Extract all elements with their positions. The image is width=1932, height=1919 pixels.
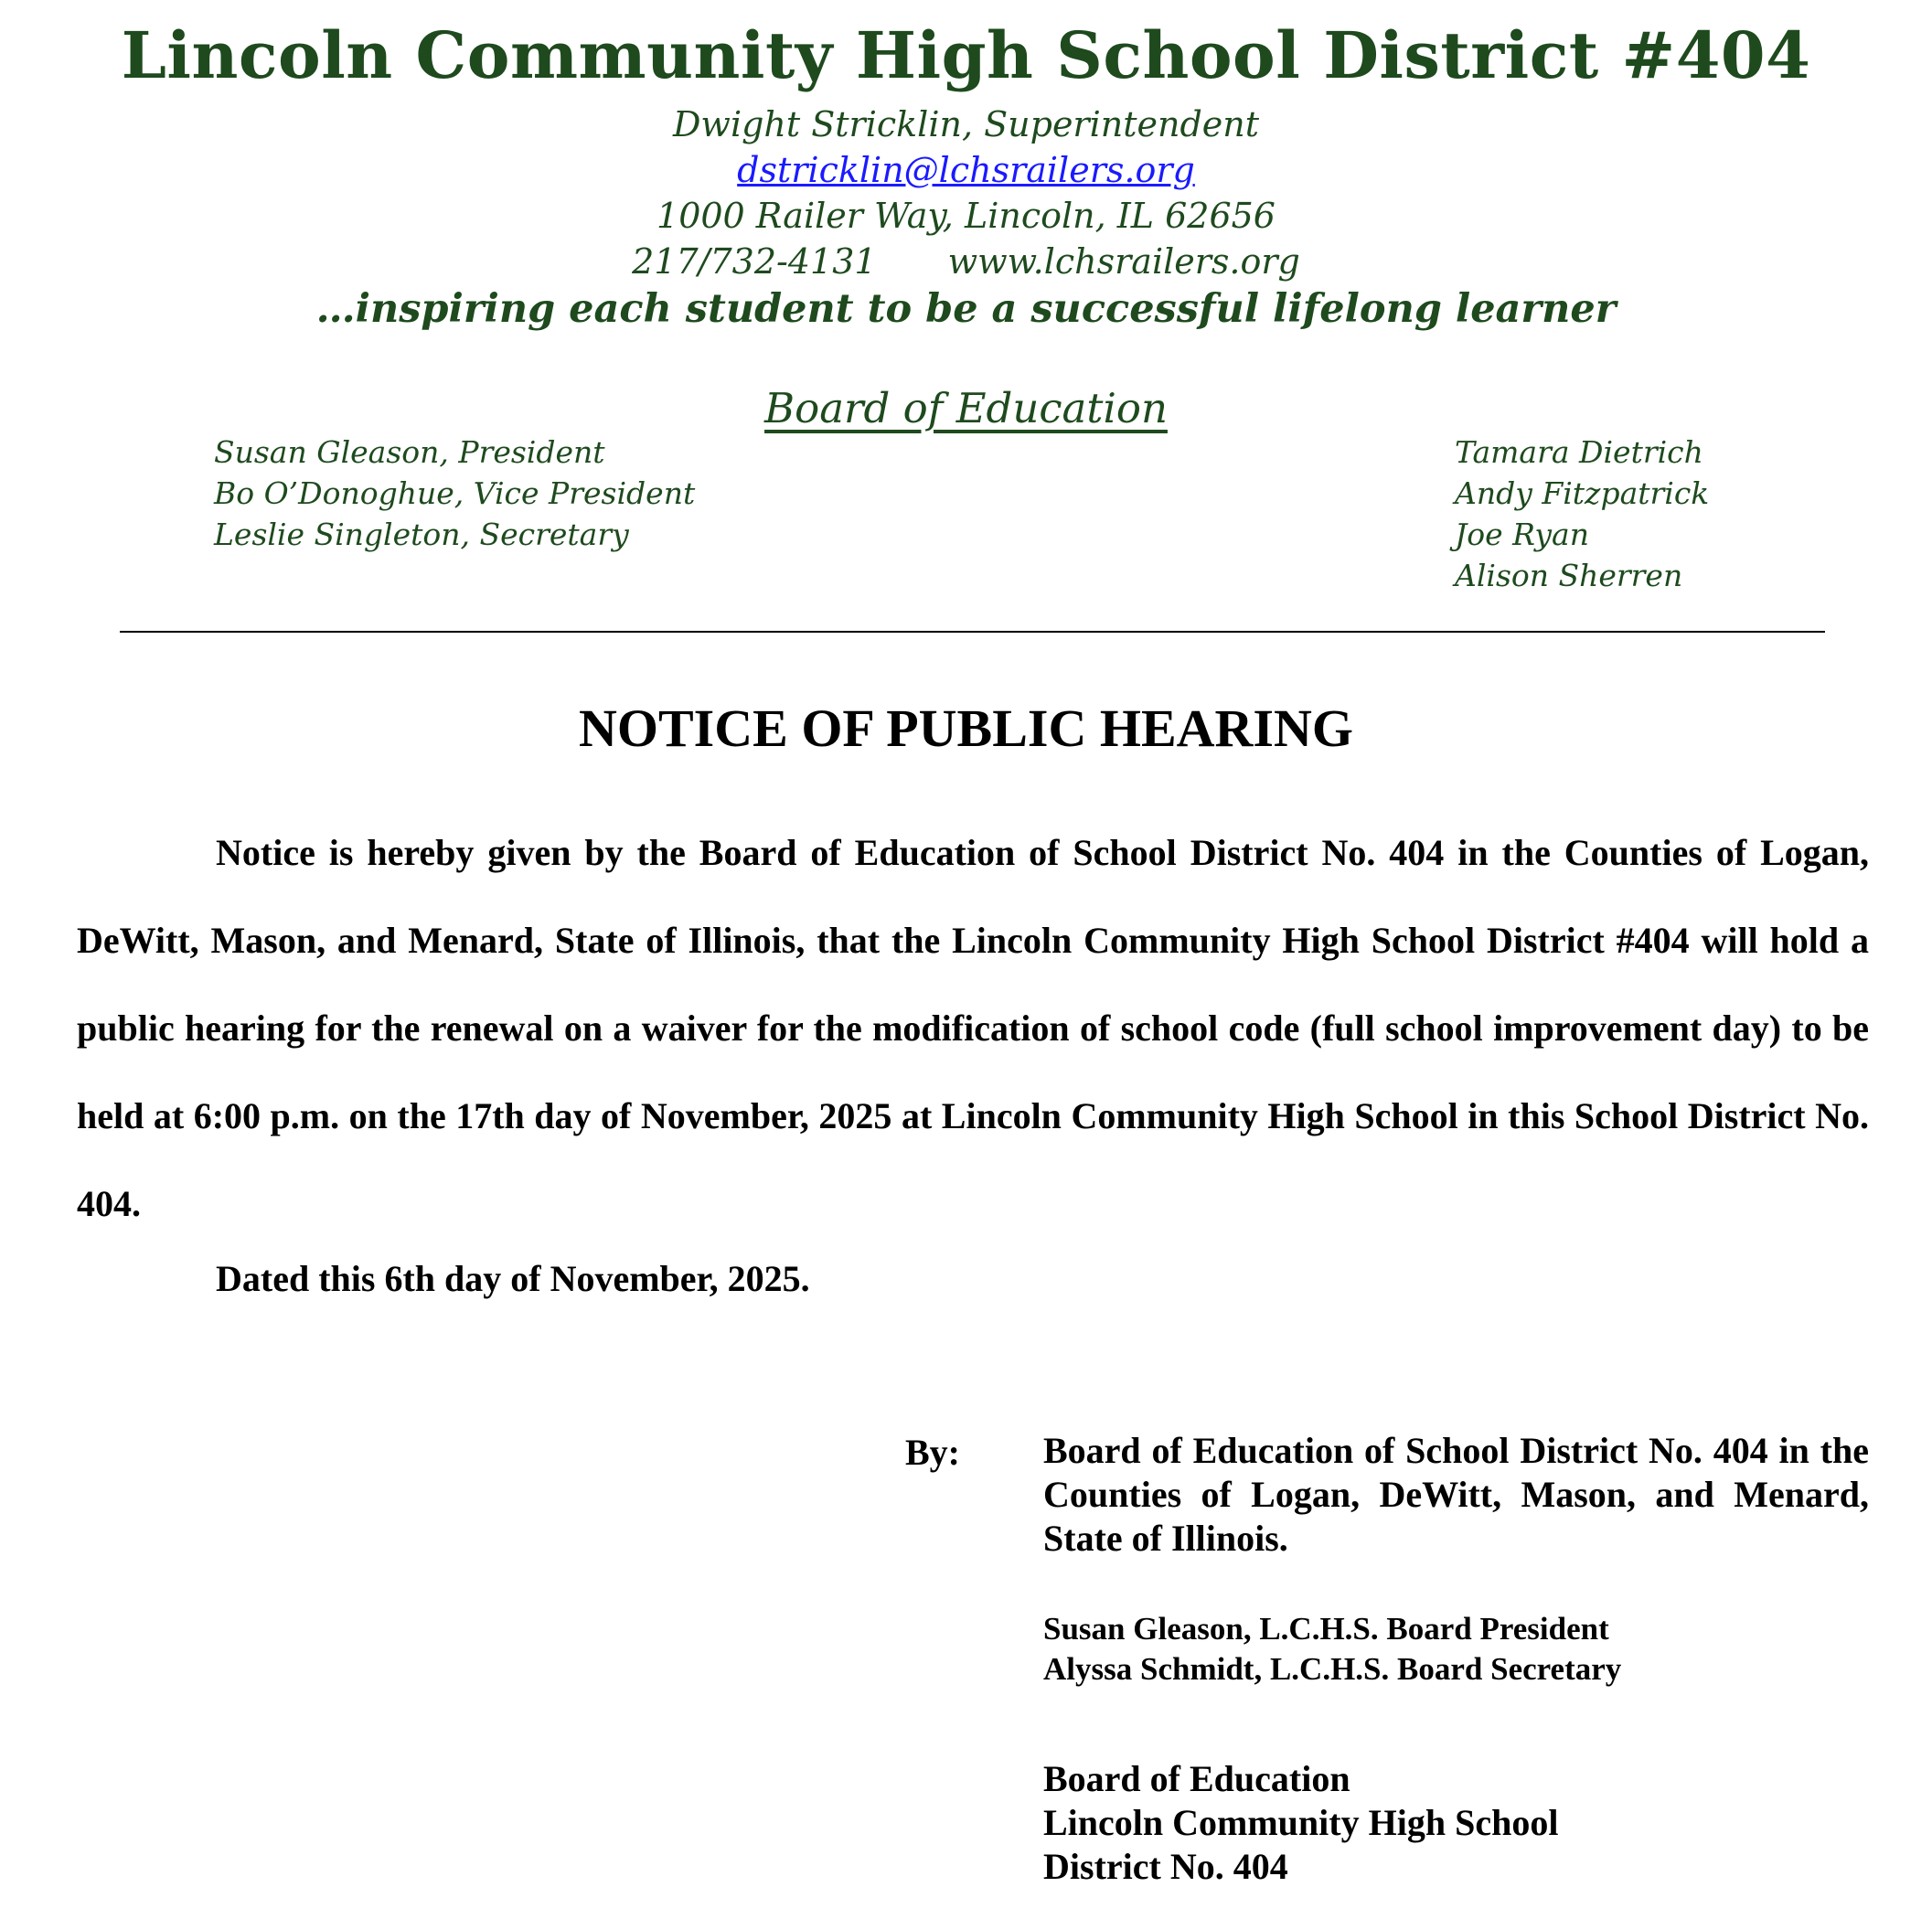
signer: Susan Gleason, L.C.H.S. Board President: [1043, 1611, 1609, 1647]
board-heading-text: Board of Education: [764, 384, 1168, 432]
footer-line: District No. 404: [1043, 1846, 1288, 1887]
superintendent-email-link[interactable]: dstricklin@lchsrailers.org: [737, 150, 1195, 190]
signers-list: [1043, 1609, 1621, 1690]
header-divider: [120, 631, 1825, 633]
board-officers-list: [214, 432, 695, 555]
board-heading: [0, 384, 1932, 432]
board-officer: Bo O’Donoghue, Vice President: [214, 475, 696, 511]
signer: Alyssa Schmidt, L.C.H.S. Board Secretary: [1043, 1651, 1622, 1687]
superintendent-line: Dwight Stricklin, Superintendent: [672, 104, 1260, 144]
board-member: Tamara Dietrich: [1455, 434, 1703, 470]
contact-line: [0, 243, 1932, 282]
notice-body: Notice is hereby given by the Board of Education of School District No. 404 in the Counties of Logan, DeWitt, Mason, and Menard, State of Illinois, that the Lincoln Community High School District #404 will hold a public hearing for the renewal on a waiver for the modification of school code (full school improvement day) to be held at 6:00 p.m. on the 17th day of November, 2025 at Lincoln Community High School in this School District No. 404.: [77, 832, 1869, 1224]
notice-title: NOTICE OF PUBLIC HEARING: [578, 698, 1353, 758]
email-line: [0, 152, 1932, 190]
footer-line: Lincoln Community High School: [1043, 1802, 1559, 1843]
by-label: By:: [905, 1432, 960, 1473]
website-text: www.lchsrailers.org: [947, 241, 1300, 282]
by-text: Board of Education of School District No. 404 in the Counties of Logan, DeWitt, Mason, and Menard, State of Illinois.: [1043, 1430, 1869, 1559]
dated-line: Dated this 6th day of November, 2025.: [216, 1258, 810, 1299]
phone-number: 217/732-4131: [632, 241, 877, 282]
board-officer: Leslie Singleton, Secretary: [214, 517, 629, 552]
board-officer: Susan Gleason, President: [214, 434, 605, 470]
address-line: 1000 Railer Way, Lincoln, IL 62656: [656, 196, 1276, 236]
board-member: Andy Fitzpatrick: [1455, 475, 1710, 511]
board-members-list: [1455, 432, 1709, 596]
district-motto: …inspiring each student to be a successful lifelong learner: [315, 286, 1617, 332]
footer-signature-block: [1043, 1757, 1558, 1889]
district-title: Lincoln Community High School District #404: [121, 17, 1811, 93]
board-member: Joe Ryan: [1455, 517, 1589, 552]
footer-line: Board of Education: [1043, 1758, 1350, 1799]
board-member: Alison Sherren: [1455, 558, 1683, 593]
